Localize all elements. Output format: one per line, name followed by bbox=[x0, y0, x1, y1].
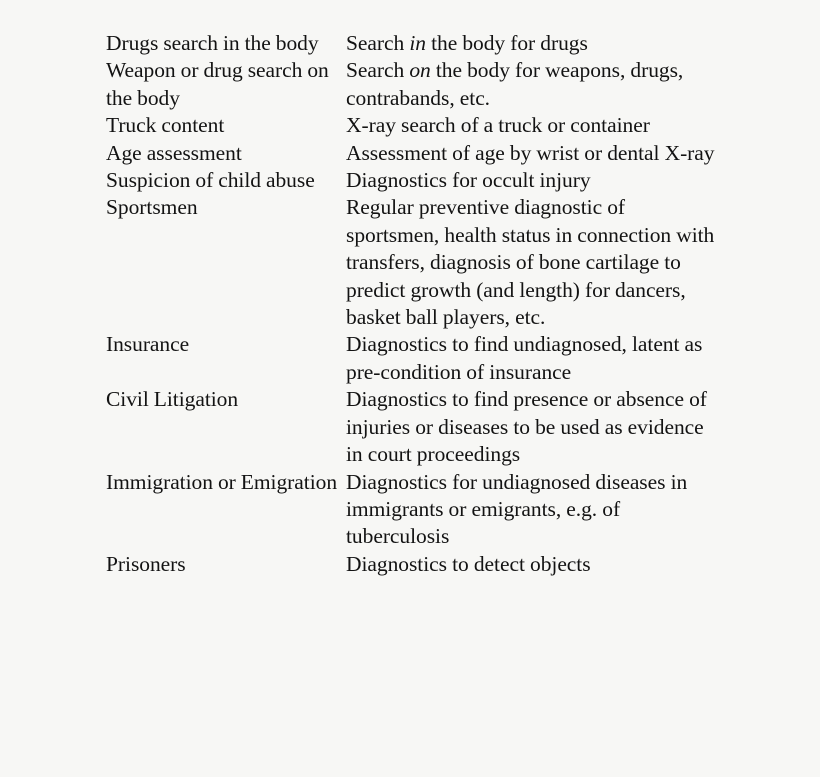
description-cell: Diagnostics to find undiagnosed, latent as pre-condition of insurance bbox=[346, 332, 703, 384]
category-cell: Suspicion of child abuse bbox=[106, 168, 315, 193]
table-row bbox=[106, 57, 718, 112]
category-cell: Insurance bbox=[106, 332, 190, 357]
category-cell: Prisoners bbox=[106, 551, 186, 576]
table-row bbox=[106, 551, 718, 578]
category-cell: Civil Litigation bbox=[106, 387, 239, 412]
description-cell: X-ray search of a truck or container bbox=[346, 113, 650, 138]
category-cell: Weapon or drug search on the body bbox=[106, 58, 329, 110]
category-cell: Age assessment bbox=[106, 140, 242, 165]
description-emphasis: in bbox=[409, 31, 426, 55]
table-row bbox=[106, 194, 718, 331]
usecase-table bbox=[106, 30, 718, 578]
description-cell: Diagnostics for undiagnosed diseases in immigrants or emigrants, e.g. of tuberculosis bbox=[346, 469, 688, 549]
description-cell bbox=[346, 57, 718, 112]
table-body bbox=[106, 30, 718, 578]
table-row bbox=[106, 386, 718, 468]
category-cell: Truck content bbox=[106, 113, 225, 138]
description-text-pre: Search bbox=[346, 31, 410, 55]
category-cell: Sportsmen bbox=[106, 195, 198, 220]
category-cell: Drugs search in the body bbox=[106, 31, 319, 55]
table-row bbox=[106, 112, 718, 139]
description-text-post: the body for drugs bbox=[425, 31, 588, 55]
table-row bbox=[106, 30, 718, 57]
table-row bbox=[106, 167, 718, 194]
description-emphasis: on bbox=[409, 58, 431, 83]
usecase-table-container bbox=[106, 30, 726, 578]
description-text-post: the body for weapons, drugs, contrabands, etc. bbox=[346, 58, 684, 110]
description-text-pre: Search bbox=[346, 58, 410, 83]
table-row bbox=[106, 469, 718, 551]
table-row bbox=[106, 140, 718, 167]
description-cell: Regular preventive diagnostic of sportsmen, health status in connection with transfers, diagnosis of bone cartilage to predict growth (and length) for dancers, basket ball players, etc. bbox=[346, 195, 715, 330]
description-cell bbox=[346, 30, 718, 57]
description-cell: Diagnostics to find presence or absence of injuries or diseases to be used as evidence in court proceedings bbox=[346, 387, 707, 467]
description-cell: Assessment of age by wrist or dental X-ray bbox=[346, 140, 715, 165]
table-row bbox=[106, 331, 718, 386]
description-cell: Diagnostics to detect objects bbox=[346, 551, 591, 576]
category-cell: Immigration or Emigration bbox=[106, 469, 338, 494]
description-cell: Diagnostics for occult injury bbox=[346, 168, 591, 193]
